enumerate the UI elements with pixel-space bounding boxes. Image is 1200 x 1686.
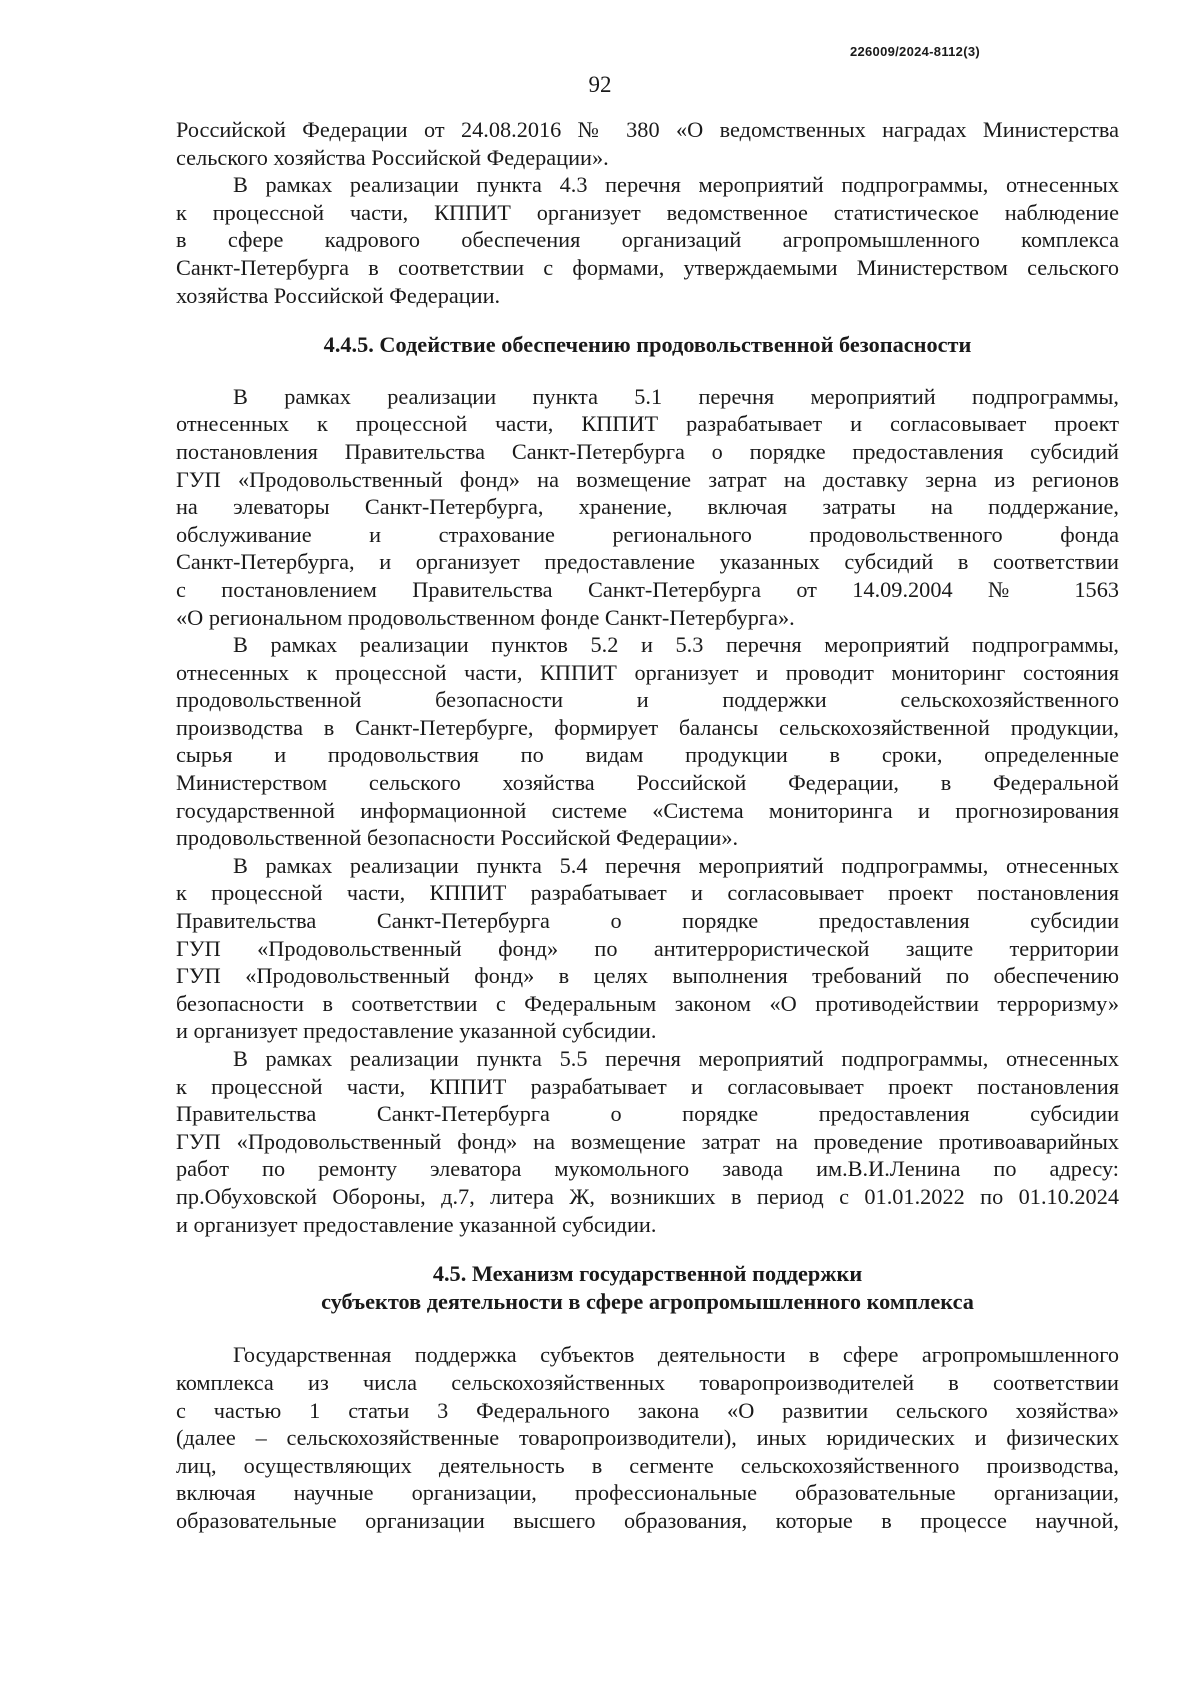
section-heading bbox=[176, 331, 1119, 359]
document-registration-number: 226009/2024-8112(3) bbox=[849, 44, 980, 59]
text-line: сырья и продовольствия по видам продукции в сроки, определенные bbox=[176, 742, 1119, 768]
paragraph bbox=[176, 383, 1119, 631]
text-line: с постановлением Правительства Санкт-Петербурга от 14.09.2004 № 1563 bbox=[176, 576, 1119, 602]
text-line: и организует предоставление указанной субсидии. bbox=[176, 1018, 657, 1044]
text-line: к процессной части, КППИТ разрабатывает и согласовывает проект постановления bbox=[176, 880, 1119, 906]
text-line: на элеваторы Санкт-Петербурга, хранение, включая затраты на поддержание, bbox=[176, 494, 1119, 520]
text-line: к процессной части, КППИТ разрабатывает и согласовывает проект постановления bbox=[176, 1073, 1119, 1099]
text-line: продовольственной безопасности Российской Федерации». bbox=[176, 825, 739, 851]
text-line: (далее – сельскохозяйственные товаропроизводители), иных юридических и физических bbox=[176, 1425, 1119, 1451]
text-line: в сфере кадрового обеспечения организаций агропромышленного комплекса bbox=[176, 227, 1119, 253]
text-line: с частью 1 статьи 3 Федерального закона «О развитии сельского хозяйства» bbox=[176, 1397, 1119, 1423]
paragraph bbox=[176, 1045, 1119, 1238]
page-number: 92 bbox=[588, 72, 612, 97]
text-line: В рамках реализации пункта 4.3 перечня мероприятий подпрограммы, отнесенных bbox=[233, 172, 1119, 198]
paragraph bbox=[176, 1341, 1119, 1534]
text-line: Российской Федерации от 24.08.2016 № 380 «О ведомственных наградах Министерства bbox=[176, 117, 1119, 142]
section-heading bbox=[176, 1260, 1119, 1315]
text-line: лиц, осуществляющих деятельность в сегменте сельскохозяйственного производства, bbox=[176, 1452, 1119, 1478]
heading-line: 4.5. Механизм государственной поддержки bbox=[432, 1261, 863, 1287]
paragraph bbox=[176, 631, 1119, 852]
text-line: к процессной части, КППИТ организует ведомственное статистическое наблюдение bbox=[176, 199, 1119, 225]
paragraph bbox=[176, 116, 1119, 171]
text-line: ГУП «Продовольственный фонд» в целях выполнения требований по обеспечению bbox=[176, 963, 1119, 989]
text-line: ГУП «Продовольственный фонд» на возмещение затрат на доставку зерна из регионов bbox=[176, 466, 1119, 492]
text-line: Санкт-Петербурга, и организует предоставление указанных субсидий в соответствии bbox=[176, 549, 1119, 575]
text-line: постановления Правительства Санкт-Петербурга о порядке предоставления субсидий bbox=[176, 438, 1119, 464]
text-line: Государственная поддержка субъектов деятельности в сфере агропромышленного bbox=[233, 1342, 1119, 1368]
text-line: Правительства Санкт-Петербурга о порядке предоставления субсидии bbox=[176, 908, 1119, 934]
text-line: ГУП «Продовольственный фонд» на возмещение затрат на проведение противоаварийных bbox=[176, 1128, 1119, 1154]
text-line: В рамках реализации пунктов 5.2 и 5.3 перечня мероприятий подпрограммы, bbox=[233, 632, 1119, 658]
text-line: Правительства Санкт-Петербурга о порядке предоставления субсидии bbox=[176, 1101, 1119, 1127]
text-line: Санкт-Петербурга в соответствии с формами, утверждаемыми Министерством сельского bbox=[176, 254, 1119, 280]
text-line: сельского хозяйства Российской Федерации». bbox=[176, 144, 609, 170]
text-line: пр.Обуховской Обороны, д.7, литера Ж, возникших в период с 01.01.2022 по 01.10.2024 bbox=[176, 1183, 1119, 1209]
text-line: отнесенных к процессной части, КППИТ разрабатывает и согласовывает проект bbox=[176, 411, 1119, 437]
text-line: образовательные организации высшего образования, которые в процессе научной, bbox=[176, 1507, 1119, 1533]
text-line: ГУП «Продовольственный фонд» по антитеррористической защите территории bbox=[176, 935, 1119, 961]
paragraph bbox=[176, 171, 1119, 309]
text-line: «О региональном продовольственном фонде Санкт-Петербурга». bbox=[176, 604, 795, 630]
text-line: производства в Санкт-Петербурге, формирует балансы сельскохозяйственной продукции, bbox=[176, 714, 1119, 740]
text-line: Министерством сельского хозяйства Российской Федерации, в Федеральной bbox=[176, 770, 1119, 796]
text-line: В рамках реализации пункта 5.4 перечня мероприятий подпрограммы, отнесенных bbox=[233, 852, 1119, 878]
heading-line: субъектов деятельности в сфере агропромышленного комплекса bbox=[321, 1288, 974, 1314]
text-line: и организует предоставление указанной субсидии. bbox=[176, 1211, 657, 1237]
document-body bbox=[176, 116, 1119, 1535]
text-line: В рамках реализации пункта 5.5 перечня мероприятий подпрограммы, отнесенных bbox=[233, 1046, 1119, 1071]
text-line: продовольственной безопасности и поддержки сельскохозяйственного bbox=[176, 687, 1119, 713]
text-line: безопасности в соответствии с Федеральным законом «О противодействии терроризму» bbox=[176, 990, 1119, 1016]
text-line: работ по ремонту элеватора мукомольного завода им.В.И.Ленина по адресу: bbox=[176, 1156, 1119, 1182]
text-line: обслуживание и страхование регионального продовольственного фонда bbox=[176, 521, 1119, 547]
text-line: комплекса из числа сельскохозяйственных товаропроизводителей в соответствии bbox=[176, 1369, 1119, 1395]
text-line: государственной информационной системе «Система мониторинга и прогнозирования bbox=[176, 797, 1119, 823]
text-line: хозяйства Российской Федерации. bbox=[176, 282, 501, 308]
text-line: отнесенных к процессной части, КППИТ организует и проводит мониторинг состояния bbox=[176, 659, 1119, 685]
text-line: В рамках реализации пункта 5.1 перечня мероприятий подпрограммы, bbox=[233, 383, 1119, 409]
text-line: включая научные организации, профессиональные образовательные организации, bbox=[176, 1480, 1119, 1506]
heading-line: 4.4.5. Содействие обеспечению продовольственной безопасности bbox=[323, 332, 972, 358]
paragraph bbox=[176, 852, 1119, 1045]
